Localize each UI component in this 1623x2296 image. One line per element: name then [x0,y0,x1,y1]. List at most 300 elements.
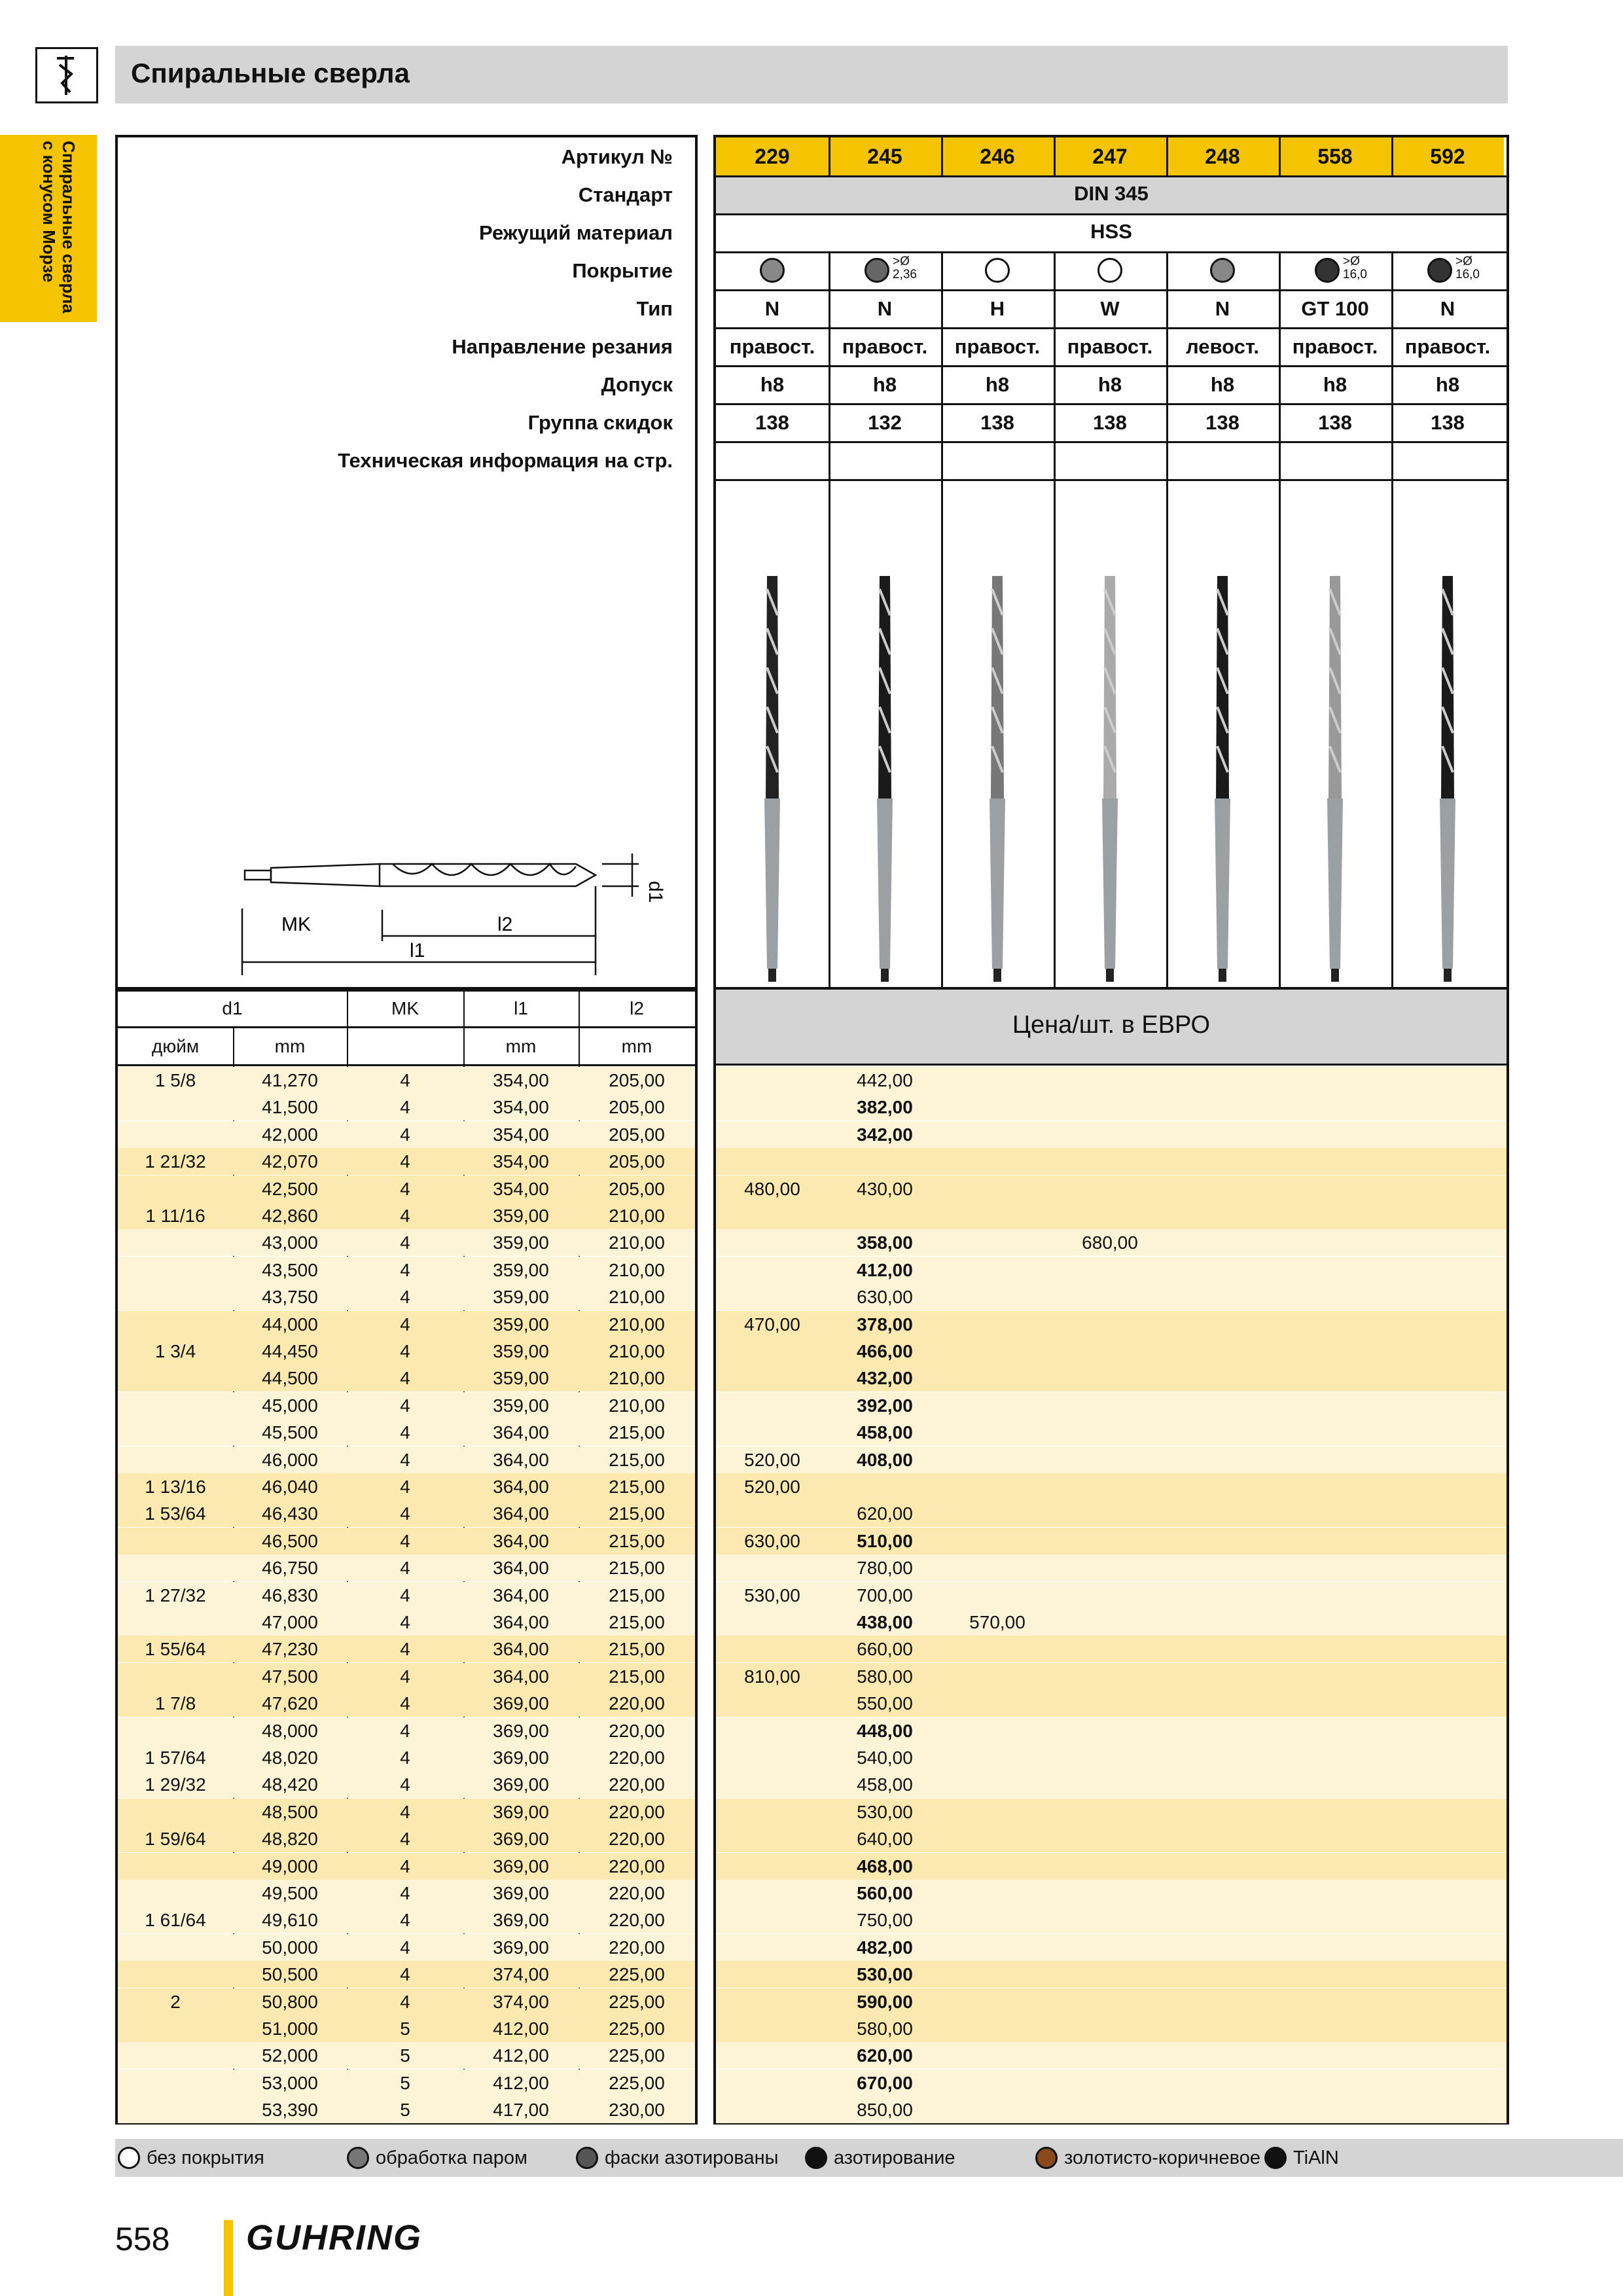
property-label[interactable]: Техническая информация на стр. [338,449,673,472]
price-row [716,1148,1507,1175]
cell-l1: 359,00 [493,1259,549,1280]
cell-l1: 369,00 [493,1910,549,1931]
price-245: 670,00 [857,2072,913,2093]
grid-line [716,365,1507,367]
coating-none-icon [985,258,1010,283]
directions-cell: правост. [1292,335,1378,358]
cell-l2: 225,00 [609,1964,665,1985]
cell-mm: 50,500 [262,1964,318,1985]
cell-mm: 47,000 [262,1612,318,1632]
subheader-inch: дюйм [151,1036,200,1056]
table-row [118,1825,695,1852]
cell-l1: 364,00 [493,1612,549,1632]
price-245: 640,00 [857,1829,913,1850]
cell-l2: 205,00 [609,1124,665,1145]
table-row [118,2015,695,2042]
tolerances-cell: h8 [872,373,897,396]
table-row [118,1771,695,1798]
types-cell: H [990,297,1005,320]
table-row [118,1148,695,1175]
price-row [716,1528,1507,1554]
cell-mm: 46,000 [262,1449,318,1470]
cell-mm: 48,500 [262,1801,318,1822]
price-245: 580,00 [857,1666,913,1687]
table-row [118,1446,695,1473]
subheader-mm_l2: mm [621,1036,652,1056]
cell-l1: 354,00 [493,1097,549,1118]
drill-image-558 [1315,576,1355,982]
cell-mm: 47,230 [262,1639,318,1660]
cell-l1: 354,00 [493,1070,549,1090]
cell-mm: 42,070 [262,1151,318,1172]
cell-mk: 4 [400,1503,410,1524]
cell-inch: 1 59/64 [145,1829,206,1850]
price-245: 530,00 [857,1801,913,1822]
cell-l2: 215,00 [609,1558,665,1579]
legend-label: без покрытия [147,2147,264,2168]
price-245: 550,00 [857,1693,913,1714]
footer-accent-bar [224,2220,233,2296]
d1-label: d1 [645,881,666,903]
cell-mk: 4 [400,1585,410,1605]
drill-image-246 [978,576,1017,982]
legend-icon [805,2147,827,2169]
cell-mm: 53,390 [262,2100,318,2121]
cell-l2: 210,00 [609,1395,665,1416]
cell-mm: 48,000 [262,1720,318,1741]
cell-mk: 4 [400,1477,410,1497]
cell-inch: 1 11/16 [145,1206,205,1226]
tolerances-cell: h8 [760,373,785,396]
header-l1: l1 [514,998,528,1018]
cell-l2: 205,00 [609,1178,665,1199]
cell-mk: 4 [400,1774,410,1795]
price-229: 520,00 [744,1477,800,1497]
price-row [716,1825,1507,1852]
cell-mm: 43,750 [262,1287,318,1308]
coating-none-icon [1097,258,1122,283]
price-245: 468,00 [857,1856,913,1876]
cell-mk: 4 [400,1558,410,1579]
article-558[interactable]: 558 [1279,137,1391,175]
price-245: 850,00 [857,2100,913,2121]
cell-l1: 369,00 [493,1937,549,1958]
price-245: 660,00 [857,1639,913,1660]
article-229[interactable]: 229 [716,137,829,175]
legend-label: золотисто-коричневое [1064,2147,1260,2168]
grid-line [829,137,830,175]
cell-mk: 4 [400,1937,410,1958]
coating-steam-icon [760,258,785,283]
cell-l2: 215,00 [609,1449,665,1470]
cell-mk: 4 [400,1449,410,1470]
price-row [716,1338,1507,1365]
cell-l1: 359,00 [493,1287,549,1308]
cell-mk: 4 [400,1070,410,1090]
price-245: 392,00 [857,1395,913,1416]
table-row [118,1257,695,1283]
discount-groups-cell: 138 [1318,411,1352,434]
table-row [118,1636,695,1662]
price-245: 342,00 [857,1124,913,1145]
price-row [716,1067,1507,1094]
cell-l2: 205,00 [609,1097,665,1118]
table-row [118,1799,695,1825]
cell-l1: 364,00 [493,1530,549,1551]
cell-l1: 364,00 [493,1558,549,1579]
drill-image-229 [753,576,792,982]
cell-l2: 225,00 [609,1991,665,2012]
coating-steam-icon [1427,258,1452,283]
table-row [118,1229,695,1256]
property-label[interactable]: Артикул № [561,145,673,168]
price-245: 530,00 [857,1964,913,1985]
drill-image-247 [1090,576,1130,982]
subheader-mm_l1: mm [505,1036,537,1056]
article-246[interactable]: 246 [941,137,1054,175]
cell-mm: 48,820 [262,1829,318,1850]
drill-image-245 [865,576,904,982]
price-row [716,1880,1507,1907]
cell-l1: 374,00 [493,1964,549,1985]
table-row [118,2042,695,2069]
cell-l2: 215,00 [609,1666,665,1687]
cell-mk: 4 [400,1612,410,1632]
table-row [118,1853,695,1880]
cell-mm: 44,450 [262,1341,318,1361]
cell-l1: 369,00 [493,1801,549,1822]
cell-l2: 210,00 [609,1206,665,1226]
cell-mm: 48,020 [262,1748,318,1768]
table-row [118,1934,695,1961]
cell-l1: 364,00 [493,1639,549,1660]
material-value: HSS [1090,220,1132,243]
cell-mm: 46,500 [262,1530,318,1551]
cell-mm: 41,500 [262,1097,318,1118]
header-d1: d1 [222,998,243,1018]
subheader-mm: mm [274,1036,306,1056]
drill-drawing [177,844,687,975]
property-label[interactable]: Тип [636,297,673,320]
cell-inch: 1 61/64 [145,1910,206,1931]
table-row [118,1500,695,1527]
article-245[interactable]: 245 [829,137,941,175]
page-title: Спиральные сверла [131,58,410,88]
cell-l2: 210,00 [609,1341,665,1361]
price-229: 470,00 [744,1314,800,1335]
cell-l2: 205,00 [609,1070,665,1090]
table-row [118,1202,695,1229]
price-245: 458,00 [857,1422,913,1443]
cell-l2: 215,00 [609,1422,665,1443]
grid-line [716,441,1507,443]
cell-inch: 1 7/8 [154,1693,196,1714]
table-row [118,1663,695,1690]
page-number: 558 [115,2221,170,2257]
price-245: 780,00 [857,1558,913,1579]
price-245: 540,00 [857,1748,913,1768]
cell-mk: 5 [400,2100,410,2121]
price-229: 810,00 [744,1666,800,1687]
cell-l2: 220,00 [609,1937,665,1958]
drill-image-592 [1428,576,1467,982]
cell-inch: 1 21/32 [145,1151,206,1172]
coating-steam-icon [1210,258,1235,283]
article-248[interactable]: 248 [1166,137,1279,175]
cell-mm: 50,000 [262,1937,318,1958]
directions-cell: правост. [1067,335,1153,358]
cell-mk: 4 [400,1287,410,1308]
cell-mk: 4 [400,1422,410,1443]
cell-l1: 417,00 [493,2100,549,2121]
legend-icon [118,2147,140,2169]
table-row [118,1094,695,1121]
grid-line [1279,251,1281,987]
grid-line [716,175,1507,177]
price-245: 438,00 [857,1612,913,1632]
table-row [118,1067,695,1094]
price-245: 630,00 [857,1287,913,1308]
property-label[interactable]: Группа скидок [527,411,673,434]
legend-icon [347,2147,369,2169]
cell-l2: 220,00 [609,1693,665,1714]
price-245: 750,00 [857,1910,913,1931]
cell-l1: 359,00 [493,1395,549,1416]
cell-l1: 364,00 [493,1422,549,1443]
drill-image-248 [1203,576,1242,982]
types-cell: N [1215,297,1230,320]
cell-l2: 220,00 [609,1883,665,1903]
cell-l1: 359,00 [493,1206,549,1226]
property-label[interactable]: Стандарт [578,183,673,206]
cell-l2: 215,00 [609,1477,665,1497]
cell-l1: 354,00 [493,1151,549,1172]
cell-mk: 4 [400,1530,410,1551]
cell-mm: 44,000 [262,1314,318,1335]
grid-line [716,289,1507,291]
tolerances-cell: h8 [1435,373,1460,396]
grid-line [1279,137,1281,175]
price-245: 560,00 [857,1883,913,1903]
legend-label: TiAlN [1293,2147,1339,2168]
l1-label: l1 [410,940,425,961]
grid-line [118,1064,695,1066]
cell-l1: 369,00 [493,1829,549,1850]
table-row [118,1880,695,1907]
cell-inch: 1 55/64 [145,1639,206,1660]
discount-groups-cell: 138 [980,411,1014,434]
directions-cell: левост. [1185,335,1259,358]
cell-mm: 46,040 [262,1477,318,1497]
price-row [716,1473,1507,1500]
cell-l1: 364,00 [493,1449,549,1470]
discount-groups-cell: 132 [868,411,902,434]
cell-mm: 42,860 [262,1206,318,1226]
cell-mk: 4 [400,1964,410,1985]
cell-mk: 4 [400,1395,410,1416]
table-row [118,1283,695,1310]
types-cell: W [1100,297,1120,320]
price-245: 620,00 [857,1503,913,1524]
price-229: 530,00 [744,1585,800,1605]
cell-mm: 44,500 [262,1368,318,1389]
mk-label: MK [281,914,311,935]
legend-icon [1264,2147,1287,2169]
cell-mk: 4 [400,1801,410,1822]
cell-mk: 4 [400,1206,410,1226]
cell-mm: 41,270 [262,1070,318,1090]
price-row [716,1799,1507,1825]
price-row [716,2042,1507,2069]
coating-steam-icon [1315,258,1340,283]
discount-groups-cell: 138 [1431,411,1465,434]
price-row [716,1257,1507,1283]
property-label[interactable]: Допуск [601,373,673,396]
table-row [118,1392,695,1419]
price-row [716,1771,1507,1798]
directions-cell: правост. [1404,335,1491,358]
cell-l1: 359,00 [493,1368,549,1389]
price-245: 458,00 [857,1774,913,1795]
table-row [118,1311,695,1338]
cell-mk: 4 [400,1666,410,1687]
cell-mk: 5 [400,2072,410,2093]
property-label[interactable]: Режущий материал [479,221,673,244]
cell-l2: 215,00 [609,1639,665,1660]
types-cell: GT 100 [1301,297,1369,320]
cell-l2: 210,00 [609,1368,665,1389]
price-245: 590,00 [857,1991,913,2012]
price-245: 700,00 [857,1585,913,1605]
grid-line [941,137,943,175]
cell-mk: 4 [400,1883,410,1903]
price-row [716,1988,1507,2015]
legend-label: обработка паром [376,2147,527,2168]
properties-panel [115,135,698,990]
grid-line [716,213,1507,215]
cell-mm: 42,500 [262,1178,318,1199]
table-row [118,1175,695,1202]
cell-inch: 2 [170,1991,181,2012]
legend-icon [1035,2147,1058,2169]
property-label[interactable]: Направление резания [452,335,673,358]
cell-mk: 4 [400,1856,410,1876]
cell-mk: 4 [400,1259,410,1280]
cell-inch: 1 27/32 [145,1585,206,1605]
table-row [118,1690,695,1717]
cell-mk: 4 [400,1232,410,1253]
brand-logo: GUHRING [246,2218,422,2257]
price-row [716,1934,1507,1961]
cell-mm: 50,800 [262,1991,318,2012]
grid-line [118,1026,695,1028]
cell-l1: 412,00 [493,2018,549,2039]
cell-mk: 5 [400,2045,410,2066]
cell-l1: 369,00 [493,1693,549,1714]
tolerances-cell: h8 [1097,373,1122,396]
cell-mk: 4 [400,1124,410,1145]
cell-mk: 4 [400,1341,410,1361]
cell-mk: 4 [400,1151,410,1172]
price-245: 580,00 [857,2018,913,2039]
cell-l1: 354,00 [493,1178,549,1199]
table-row [118,1609,695,1636]
coating-note: >Ø 16,0 [1455,255,1480,281]
cell-l2: 225,00 [609,2045,665,2066]
grid-line [1166,251,1168,987]
cell-l2: 210,00 [609,1232,665,1253]
cell-l1: 364,00 [493,1477,549,1497]
table-row [118,1717,695,1744]
price-row [716,1311,1507,1338]
table-row [118,1988,695,2015]
header-mk: MK [391,998,419,1018]
price-row [716,1283,1507,1310]
price-row [716,1094,1507,1121]
directions-cell: правост. [842,335,928,358]
types-cell: N [877,297,893,320]
table-row [118,1961,695,1988]
grid-line [1166,137,1168,175]
cell-mk: 5 [400,2018,410,2039]
price-245: 358,00 [857,1232,913,1253]
cell-l2: 215,00 [609,1503,665,1524]
cell-l1: 374,00 [493,1991,549,2012]
articles-panel [713,135,1509,990]
price-229: 520,00 [744,1449,800,1470]
cell-l2: 220,00 [609,1829,665,1850]
price-245: 466,00 [857,1341,913,1361]
price-row [716,1121,1507,1148]
cell-l2: 210,00 [609,1287,665,1308]
price-header: Цена/шт. в ЕВРО [1012,1011,1211,1039]
discount-groups-cell: 138 [1205,411,1240,434]
price-245: 510,00 [857,1530,913,1551]
grid-line [1054,137,1056,175]
price-row [716,1419,1507,1446]
cell-mk: 4 [400,1693,410,1714]
property-label[interactable]: Покрытие [572,259,673,282]
article-592[interactable]: 592 [1391,137,1504,175]
price-row [716,1202,1507,1229]
price-245: 482,00 [857,1937,913,1958]
cell-l2: 220,00 [609,1910,665,1931]
legend-label: азотирование [834,2147,955,2168]
price-245: 382,00 [857,1097,913,1118]
grid-line [716,251,1507,253]
discount-groups-cell: 138 [1093,411,1127,434]
grid-line [716,403,1507,405]
tolerances-cell: h8 [1323,373,1347,396]
price-row [716,1365,1507,1391]
cell-mm: 51,000 [262,2018,318,2039]
table-row [118,1907,695,1933]
cell-l2: 210,00 [609,1259,665,1280]
cell-mk: 4 [400,1720,410,1741]
cell-l2: 215,00 [609,1612,665,1632]
cell-mm: 47,500 [262,1666,318,1687]
article-247[interactable]: 247 [1054,137,1166,175]
cell-inch: 1 3/4 [154,1341,196,1361]
table-row [118,1338,695,1365]
grid-line [716,327,1507,329]
cell-l2: 210,00 [609,1314,665,1335]
cell-mm: 46,830 [262,1585,318,1605]
cell-mk: 4 [400,1368,410,1389]
cell-mm: 49,500 [262,1883,318,1903]
cell-mm: 43,500 [262,1259,318,1280]
price-row [716,2096,1507,2123]
